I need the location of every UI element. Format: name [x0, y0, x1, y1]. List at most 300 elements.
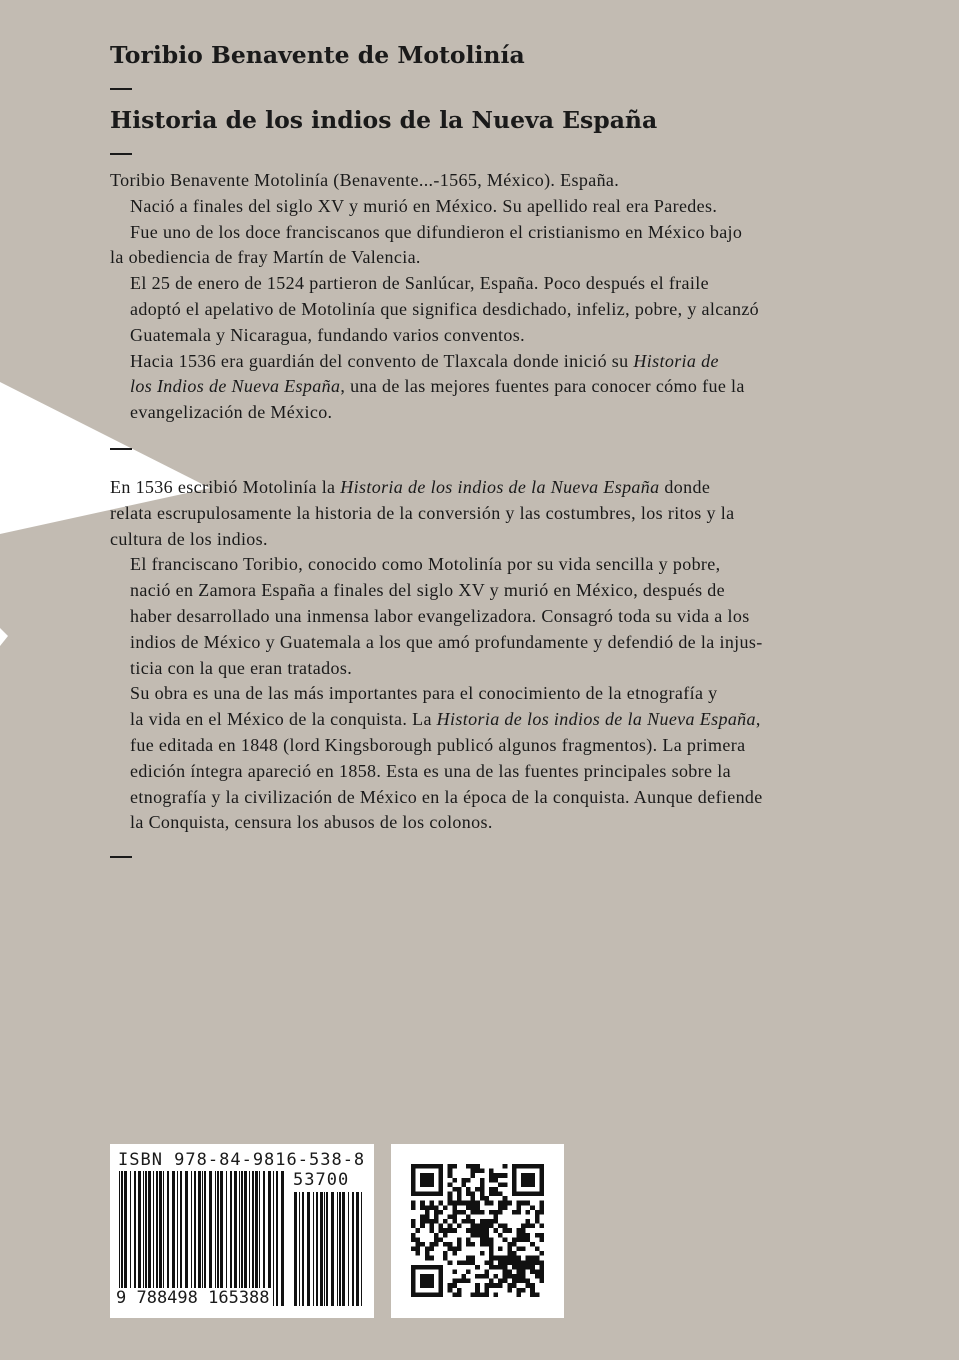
barcode-bar: [194, 1171, 196, 1306]
qr-module: [457, 1210, 462, 1215]
qr-module: [507, 1288, 512, 1293]
qr-module: [448, 1169, 453, 1174]
qr-finder-pattern: [420, 1173, 434, 1187]
qr-module: [521, 1265, 526, 1270]
qr-module: [498, 1173, 503, 1178]
qr-module: [503, 1205, 508, 1210]
qr-module: [489, 1210, 494, 1215]
qr-module: [494, 1187, 499, 1192]
qr-finder-pattern: [512, 1192, 544, 1197]
qr-module: [443, 1228, 448, 1233]
qr-module: [535, 1233, 540, 1238]
qr-module: [420, 1242, 425, 1247]
qr-module: [434, 1233, 439, 1238]
barcode-bar: [294, 1192, 297, 1306]
qr-module: [411, 1233, 416, 1238]
barcode-bar: [124, 1171, 127, 1306]
qr-module: [429, 1201, 434, 1206]
qr-module: [471, 1173, 476, 1178]
qr-module: [480, 1251, 485, 1256]
barcode-bar: [273, 1171, 274, 1306]
qr-module: [503, 1224, 508, 1229]
qr-module: [516, 1233, 521, 1238]
qr-module: [425, 1256, 430, 1261]
qr-module: [466, 1205, 471, 1210]
qr-finder-pattern: [512, 1164, 544, 1169]
qr-module: [489, 1242, 494, 1247]
qr-module: [539, 1274, 544, 1279]
qr-module: [475, 1292, 480, 1297]
barcode-bar: [324, 1192, 325, 1306]
qr-module: [448, 1283, 453, 1288]
qr-module: [503, 1260, 508, 1265]
qr-module: [494, 1265, 499, 1270]
qr-module: [434, 1219, 439, 1224]
qr-module: [475, 1164, 480, 1169]
qr-module: [494, 1256, 499, 1261]
qr-module: [512, 1237, 517, 1242]
qr-module: [526, 1279, 531, 1284]
qr-module: [484, 1228, 489, 1233]
book-title-italic: Historia de los indios de la Nueva España: [340, 476, 660, 497]
qr-module: [535, 1260, 540, 1265]
qr-module: [494, 1214, 499, 1219]
barcode-bar: [153, 1171, 154, 1306]
barcode-bar: [148, 1171, 151, 1306]
qr-module: [498, 1260, 503, 1265]
qr-module: [475, 1228, 480, 1233]
qr-module: [452, 1292, 457, 1297]
qr-module: [425, 1219, 430, 1224]
qr-module: [530, 1242, 535, 1247]
barcode-bar: [249, 1171, 250, 1306]
qr-module: [503, 1228, 508, 1233]
qr-module: [452, 1251, 457, 1256]
qr-finder-pattern: [411, 1164, 416, 1196]
bio-paragraph: Fue uno de los doce franciscanos que difundieron el cristianismo en México bajo la obediencia de fray Martín de Valencia.: [110, 221, 743, 268]
qr-module: [443, 1219, 448, 1224]
qr-finder-pattern: [439, 1265, 444, 1297]
author-name: Toribio Benavente de Motolinía: [110, 41, 525, 69]
barcode-bar: [159, 1171, 162, 1306]
qr-module: [521, 1237, 526, 1242]
qr-module: [443, 1205, 448, 1210]
qr-module: [530, 1205, 535, 1210]
qr-module: [452, 1228, 457, 1233]
qr-module: [498, 1283, 503, 1288]
qr-module: [480, 1228, 485, 1233]
qr-module: [507, 1269, 512, 1274]
barcode-bar: [234, 1171, 237, 1306]
qr-module: [452, 1283, 457, 1288]
barcode-bar: [220, 1171, 223, 1306]
qr-module: [471, 1205, 476, 1210]
bio-paragraph: Nació a finales del siglo XV y murió en México. Su apellido real era Paredes.: [130, 195, 718, 216]
qr-module: [475, 1283, 480, 1288]
qr-module: [475, 1187, 480, 1192]
bio-paragraph: El 25 de enero de 1524 partieron de Sanlúcar, España. Poco después el fraile adoptó el apelativo de Motolinía que significa desdichado, infeliz, pobre, y alcanzó Guatemala y Nicaragua, fundando varios conventos.: [130, 273, 760, 345]
qr-module: [480, 1182, 485, 1187]
qr-module: [425, 1251, 430, 1256]
qr-module: [425, 1214, 430, 1219]
qr-module: [416, 1237, 421, 1242]
qr-module: [480, 1237, 485, 1242]
qr-module: [516, 1247, 521, 1252]
qr-module: [471, 1242, 476, 1247]
book-synopsis: [110, 475, 890, 836]
qr-module: [498, 1224, 503, 1229]
qr-module: [448, 1224, 453, 1229]
qr-module: [489, 1247, 494, 1252]
qr-module: [512, 1251, 517, 1256]
qr-module: [516, 1288, 521, 1293]
barcode-bar: [177, 1171, 178, 1306]
qr-module: [466, 1228, 471, 1233]
qr-module: [530, 1288, 535, 1293]
qr-module: [484, 1260, 489, 1265]
qr-module: [443, 1251, 448, 1256]
barcode-bar: [202, 1171, 203, 1306]
qr-module: [494, 1219, 499, 1224]
qr-module: [480, 1233, 485, 1238]
qr-module: [425, 1210, 430, 1215]
qr-module: [452, 1279, 457, 1284]
qr-module: [480, 1178, 485, 1183]
qr-module: [466, 1242, 471, 1247]
qr-module: [539, 1279, 544, 1284]
qr-module: [503, 1279, 508, 1284]
qr-module: [539, 1205, 544, 1210]
qr-module: [480, 1192, 485, 1197]
barcode-bar: [119, 1171, 120, 1306]
qr-module: [516, 1265, 521, 1270]
qr-module: [507, 1260, 512, 1265]
qr-finder-pattern: [411, 1164, 443, 1169]
qr-module: [516, 1256, 521, 1261]
qr-finder-pattern: [521, 1173, 535, 1187]
qr-module: [475, 1233, 480, 1238]
qr-module: [452, 1201, 457, 1206]
qr-module: [512, 1242, 517, 1247]
qr-module: [425, 1205, 430, 1210]
barcode-bar: [239, 1171, 240, 1306]
qr-module: [503, 1265, 508, 1270]
barcode-bar: [342, 1192, 345, 1306]
barcode-bar: [244, 1171, 247, 1306]
qr-module: [480, 1196, 485, 1201]
qr-module: [429, 1224, 434, 1229]
qr-module: [489, 1265, 494, 1270]
qr-module: [480, 1274, 485, 1279]
qr-module: [429, 1256, 434, 1261]
qr-module: [484, 1233, 489, 1238]
qr-module: [507, 1274, 512, 1279]
qr-module: [411, 1205, 416, 1210]
qr-module: [526, 1260, 531, 1265]
barcode-bar: [281, 1171, 284, 1306]
qr-module: [498, 1210, 503, 1215]
qr-module: [416, 1228, 421, 1233]
qr-module: [480, 1224, 485, 1229]
qr-module: [498, 1256, 503, 1261]
qr-module: [489, 1224, 494, 1229]
qr-module: [535, 1274, 540, 1279]
qr-module: [420, 1201, 425, 1206]
qr-module: [466, 1192, 471, 1197]
qr-module: [512, 1256, 517, 1261]
qr-module: [452, 1214, 457, 1219]
barcode-bar: [348, 1192, 349, 1306]
qr-module: [526, 1237, 531, 1242]
qr-module: [530, 1224, 535, 1229]
qr-module: [503, 1196, 508, 1201]
qr-module: [503, 1256, 508, 1261]
qr-module: [448, 1214, 453, 1219]
qr-module: [429, 1242, 434, 1247]
qr-module: [439, 1228, 444, 1233]
qr-module: [475, 1210, 480, 1215]
qr-module: [484, 1224, 489, 1229]
barcode-bar: [302, 1192, 304, 1306]
qr-module: [480, 1210, 485, 1215]
qr-module: [452, 1247, 457, 1252]
qr-module: [484, 1237, 489, 1242]
qr-module: [448, 1228, 453, 1233]
qr-module: [484, 1201, 489, 1206]
barcode-bar: [204, 1171, 206, 1306]
qr-module: [512, 1274, 517, 1279]
qr-module: [516, 1205, 521, 1210]
qr-module: [439, 1210, 444, 1215]
qr-module: [521, 1201, 526, 1206]
barcode-bar: [299, 1192, 300, 1306]
qr-module: [411, 1247, 416, 1252]
price-code: 53700: [293, 1170, 350, 1190]
dash-divider: [110, 856, 132, 858]
qr-code-panel: [391, 1144, 564, 1318]
qr-module: [429, 1219, 434, 1224]
qr-module: [539, 1260, 544, 1265]
qr-module: [489, 1192, 494, 1197]
qr-module: [484, 1283, 489, 1288]
barcode-bar: [163, 1171, 164, 1306]
qr-module: [480, 1219, 485, 1224]
qr-module: [429, 1205, 434, 1210]
qr-module: [466, 1219, 471, 1224]
barcode-bar: [337, 1192, 338, 1306]
barcode-bar: [226, 1171, 227, 1306]
qr-module: [484, 1242, 489, 1247]
qr-module: [448, 1192, 453, 1197]
qr-finder-pattern: [411, 1265, 416, 1297]
qr-finder-pattern: [439, 1164, 444, 1196]
qr-module: [466, 1269, 471, 1274]
qr-module: [521, 1228, 526, 1233]
qr-module: [484, 1274, 489, 1279]
qr-module: [498, 1233, 503, 1238]
qr-module: [461, 1219, 466, 1224]
qr-module: [535, 1210, 540, 1215]
qr-module: [466, 1187, 471, 1192]
qr-module: [457, 1260, 462, 1265]
qr-module: [535, 1219, 540, 1224]
qr-module: [489, 1283, 494, 1288]
barcode-bar: [361, 1192, 362, 1306]
qr-module: [471, 1219, 476, 1224]
barcode-bar: [331, 1192, 334, 1306]
qr-module: [512, 1283, 517, 1288]
qr-finder-pattern: [411, 1292, 443, 1297]
qr-module: [480, 1292, 485, 1297]
qr-module: [530, 1283, 535, 1288]
barcode-bar: [145, 1171, 147, 1306]
qr-module: [539, 1210, 544, 1215]
book-title-italic: los Indios de Nueva España: [130, 376, 341, 397]
qr-module: [512, 1279, 517, 1284]
qr-module: [516, 1269, 521, 1274]
qr-module: [457, 1192, 462, 1197]
dash-divider: [110, 88, 132, 90]
qr-module: [521, 1288, 526, 1293]
qr-module: [416, 1242, 421, 1247]
qr-module: [489, 1260, 494, 1265]
qr-module: [411, 1237, 416, 1242]
qr-module: [484, 1269, 489, 1274]
qr-module: [411, 1224, 416, 1229]
qr-module: [484, 1196, 489, 1201]
qr-module: [471, 1256, 476, 1261]
qr-module: [452, 1178, 457, 1183]
synopsis-paragraph: El franciscano Toribio, conocido como Motolinía por su vida sencilla y pobre, nació en Zamora España a finales del siglo XV y murió en México, después de haber desarrollado una inmensa labor evangelizadora. Consagró toda su vida a los indios de México y Guatemala a los que amó profundamente y defendió de la injus- ticia con la que eran tratados.: [130, 554, 763, 678]
qr-module: [457, 1242, 462, 1247]
barcode-bar: [356, 1192, 359, 1306]
qr-module: [539, 1251, 544, 1256]
qr-module: [434, 1214, 439, 1219]
qr-module: [526, 1210, 531, 1215]
qr-module: [489, 1256, 494, 1261]
barcode-bar: [198, 1171, 201, 1306]
qr-module: [489, 1237, 494, 1242]
qr-module: [539, 1269, 544, 1274]
barcode-bar: [156, 1171, 158, 1306]
author-biography: [110, 168, 890, 426]
bio-paragraph: Toribio Benavente Motolinía (Benavente...-1565, México). España.: [110, 170, 620, 190]
qr-module: [494, 1283, 499, 1288]
barcode-bar: [316, 1192, 318, 1306]
qr-module: [420, 1205, 425, 1210]
qr-module: [516, 1237, 521, 1242]
qr-module: [494, 1228, 499, 1233]
qr-module: [466, 1256, 471, 1261]
qr-module: [461, 1274, 466, 1279]
qr-module: [539, 1265, 544, 1270]
qr-finder-pattern: [411, 1265, 443, 1270]
qr-module: [434, 1237, 439, 1242]
synopsis-paragraph: En 1536 escribió Motolinía la Historia de los indios de la Nueva España donde relata escrupulosamente la historia de la conversión y las costumbres, los ritos y la cultura de los indios.: [110, 476, 735, 549]
barcode-bar: [320, 1192, 323, 1306]
qr-module: [475, 1224, 480, 1229]
qr-module: [443, 1256, 448, 1261]
qr-module: [516, 1292, 521, 1297]
qr-module: [507, 1251, 512, 1256]
barcode-bar: [143, 1171, 144, 1306]
barcode-bar: [241, 1171, 243, 1306]
qr-module: [420, 1224, 425, 1229]
qr-module: [503, 1237, 508, 1242]
qr-module: [484, 1288, 489, 1293]
ean-barcode-bars: [118, 1171, 288, 1306]
qr-module: [507, 1283, 512, 1288]
qr-module: [475, 1205, 480, 1210]
qr-module: [503, 1164, 508, 1169]
barcode-bar: [352, 1192, 354, 1306]
qr-module: [521, 1269, 526, 1274]
qr-module: [530, 1292, 535, 1297]
barcode-bar: [313, 1192, 314, 1306]
qr-module: [503, 1201, 508, 1206]
qr-module: [484, 1219, 489, 1224]
qr-module: [539, 1237, 544, 1242]
qr-module: [526, 1201, 531, 1206]
qr-module: [516, 1228, 521, 1233]
qr-module: [475, 1288, 480, 1293]
qr-module: [516, 1201, 521, 1206]
qr-module: [416, 1247, 421, 1252]
qr-module: [452, 1210, 457, 1215]
qr-module: [480, 1242, 485, 1247]
barcode-bar: [209, 1171, 212, 1306]
qr-finder-pattern: [411, 1192, 443, 1197]
qr-module: [434, 1210, 439, 1215]
barcode-bar: [167, 1171, 169, 1306]
qr-module: [461, 1279, 466, 1284]
qr-module: [471, 1210, 476, 1215]
qr-module: [461, 1260, 466, 1265]
qr-module: [452, 1219, 457, 1224]
qr-module: [521, 1274, 526, 1279]
qr-module: [494, 1178, 499, 1183]
qr-module: [429, 1228, 434, 1233]
qr-finder-pattern: [420, 1274, 434, 1288]
qr-module: [466, 1237, 471, 1242]
qr-module: [475, 1169, 480, 1174]
qr-module: [475, 1201, 480, 1206]
qr-module: [475, 1265, 480, 1270]
qr-module: [507, 1247, 512, 1252]
qr-module: [489, 1178, 494, 1183]
qr-module: [443, 1242, 448, 1247]
barcode-bar: [138, 1171, 141, 1306]
qr-module: [521, 1224, 526, 1229]
book-title: Historia de los indios de la Nueva España: [110, 106, 658, 134]
qr-module: [471, 1196, 476, 1201]
qr-module: [516, 1260, 521, 1265]
qr-module: [489, 1201, 494, 1206]
qr-module: [420, 1219, 425, 1224]
qr-module: [457, 1288, 462, 1293]
qr-module: [452, 1269, 457, 1274]
qr-module: [530, 1265, 535, 1270]
qr-module: [457, 1201, 462, 1206]
qr-module: [521, 1260, 526, 1265]
qr-module: [416, 1251, 421, 1256]
qr-module: [526, 1265, 531, 1270]
qr-module: [498, 1182, 503, 1187]
qr-module: [503, 1173, 508, 1178]
dash-divider: [110, 153, 132, 155]
ean-number: 9 788498 165388: [116, 1288, 270, 1308]
qr-module: [507, 1256, 512, 1261]
